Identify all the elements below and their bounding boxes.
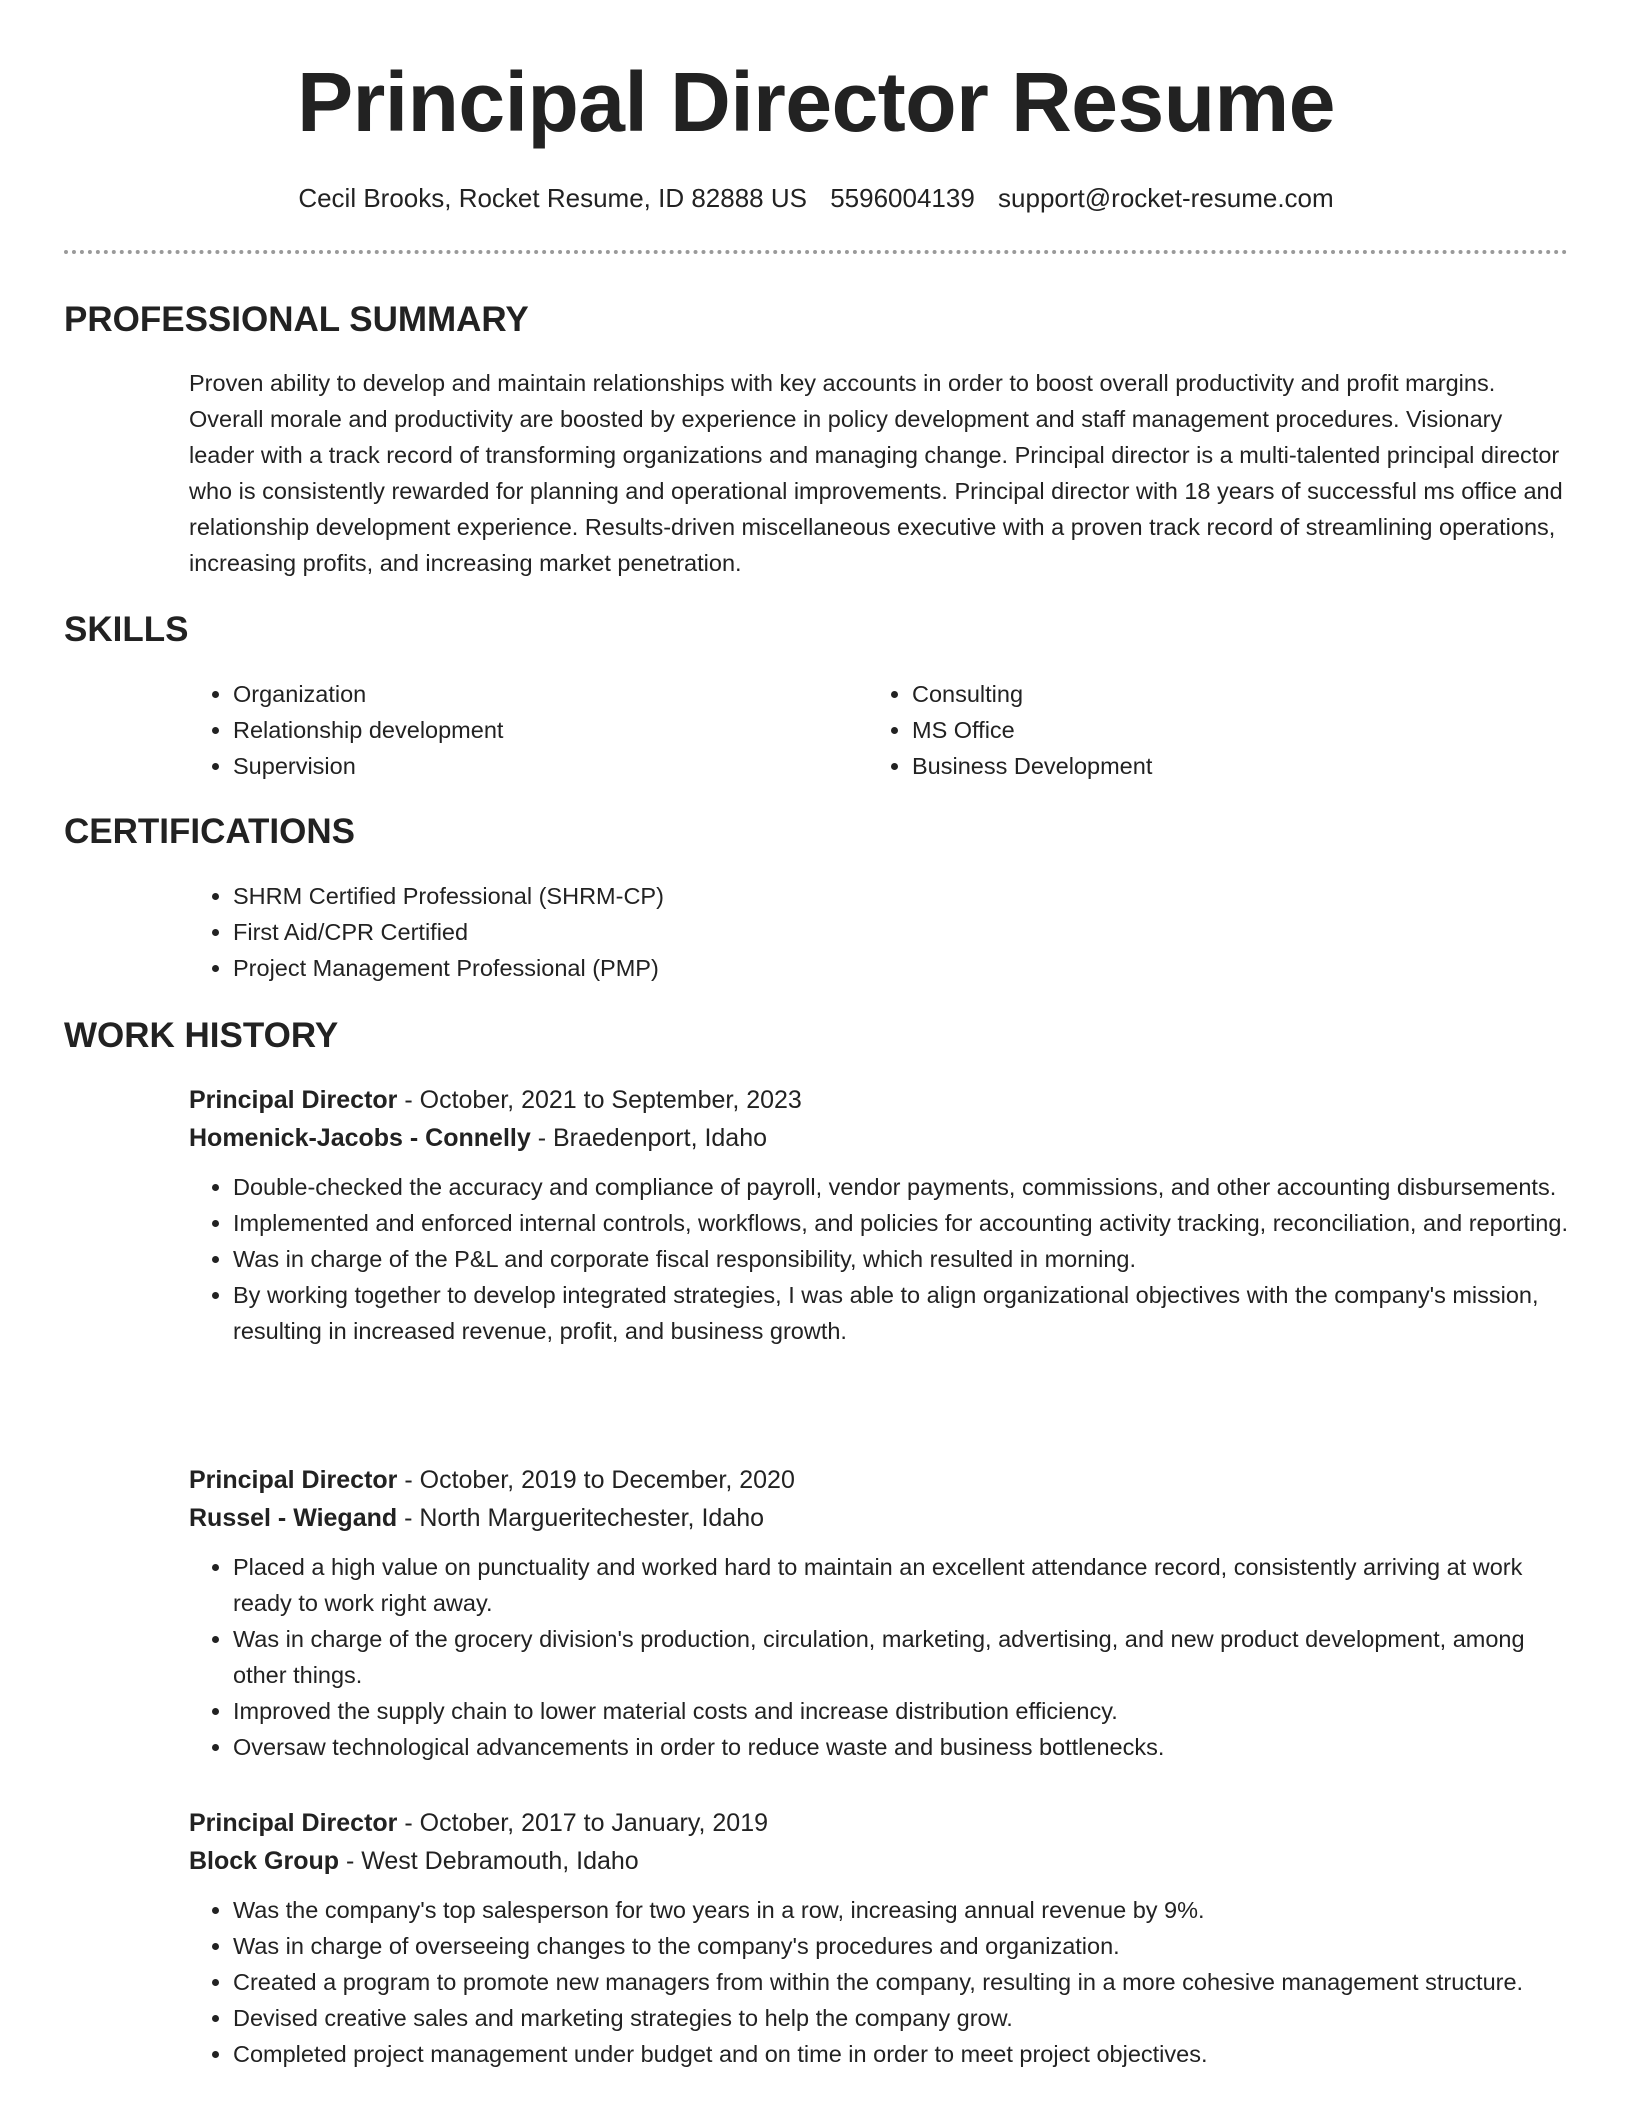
- job-company-line: [189, 1842, 1569, 1880]
- page-title: Principal Director Resume: [297, 55, 1335, 149]
- job-bullet: • Devised creative sales and marketing strategies to help the company grow.: [233, 2000, 1569, 2036]
- skills-right-column: [868, 676, 1508, 784]
- job-company-line: [189, 1119, 1569, 1157]
- skills-left-column: [189, 676, 829, 784]
- job-bullet: • Was in charge of the P&L and corporate fiscal responsibility, which resulted in morning.: [233, 1241, 1569, 1277]
- job-company: Block Group: [189, 1847, 340, 1875]
- contact-email: support@rocket-resume.com: [998, 183, 1334, 213]
- skill-item: • Relationship development: [233, 712, 829, 748]
- contact-phone: 5596004139: [830, 183, 975, 213]
- certifications-heading: CERTIFICATIONS: [64, 812, 356, 851]
- job-bullet: • By working together to develop integrated strategies, I was able to align organizational objectives with the company's mission, resulting in increased revenue, profit, and business growth.: [233, 1277, 1569, 1349]
- job-bullet: • Completed project management under budget and on time in order to meet project objectives.: [233, 2036, 1569, 2072]
- job-company-line: [189, 1499, 1569, 1537]
- job-title: Principal Director: [189, 1809, 398, 1837]
- certification-item: • First Aid/CPR Certified: [233, 914, 1569, 950]
- work-history-heading: WORK HISTORY: [64, 1016, 339, 1055]
- contact-address: Cecil Brooks, Rocket Resume, ID 82888 US: [298, 183, 807, 213]
- job-bullet: • Placed a high value on punctuality and worked hard to maintain an excellent attendance record, consistently arriving at work ready to work right away.: [233, 1549, 1569, 1621]
- job-entry: [189, 1081, 1569, 1349]
- job-title: Principal Director: [189, 1466, 398, 1494]
- summary-heading: PROFESSIONAL SUMMARY: [64, 300, 529, 339]
- job-bullet: • Was the company's top salesperson for two years in a row, increasing annual revenue by 9%.: [233, 1892, 1569, 1928]
- skill-item: • Business Development: [912, 748, 1508, 784]
- job-location: - West Debramouth, Idaho: [339, 1847, 639, 1875]
- certification-item: • Project Management Professional (PMP): [233, 950, 1569, 986]
- job-title-line: [189, 1081, 1569, 1119]
- skill-item: • Supervision: [233, 748, 829, 784]
- job-dates: - October, 2017 to January, 2019: [397, 1809, 769, 1837]
- job-entry: [189, 1804, 1569, 2072]
- skill-item: • Consulting: [912, 676, 1508, 712]
- job-bullet: • Was in charge of the grocery division's production, circulation, marketing, advertising, and new product development, among other things.: [233, 1621, 1569, 1693]
- job-bullet: • Implemented and enforced internal controls, workflows, and policies for accounting activity tracking, reconciliation, and reporting.: [233, 1205, 1569, 1241]
- job-bullet: • Improved the supply chain to lower material costs and increase distribution efficiency.: [233, 1693, 1569, 1729]
- header-divider: [64, 250, 1568, 254]
- job-bullet: • Double-checked the accuracy and compliance of payroll, vendor payments, commissions, and other accounting disbursements.: [233, 1169, 1569, 1205]
- certifications-list: [189, 878, 1569, 986]
- job-location: - Braedenport, Idaho: [530, 1124, 768, 1152]
- job-bullet: • Created a program to promote new managers from within the company, resulting in a more cohesive management structure.: [233, 1964, 1569, 2000]
- job-dates: - October, 2021 to September, 2023: [397, 1086, 802, 1114]
- job-title: Principal Director: [189, 1086, 398, 1114]
- job-entry: [189, 1461, 1569, 1765]
- job-bullet: • Was in charge of overseeing changes to the company's procedures and organization.: [233, 1928, 1569, 1964]
- contact-line: [0, 180, 1632, 216]
- skill-item: • MS Office: [912, 712, 1508, 748]
- skills-heading: SKILLS: [64, 610, 189, 649]
- job-bullet: • Oversaw technological advancements in order to reduce waste and business bottlenecks.: [233, 1729, 1569, 1765]
- summary-text: Proven ability to develop and maintain relationships with key accounts in order to boost overall productivity and profit margins. Overall morale and productivity are boosted by experience in policy development and staff management procedures. Visionary leader with a track record of transforming organizations and managing change. Principal director is a multi-talented principal director who is consistently rewarded for planning and operational improvements. Principal director with 18 years of successful ms office and relationship development experience. Results-driven miscellaneous executive with a proven track record of streamlining operations, increasing profits, and increasing market penetration.: [189, 370, 1563, 576]
- job-dates: - October, 2019 to December, 2020: [397, 1466, 795, 1494]
- certification-item: • SHRM Certified Professional (SHRM-CP): [233, 878, 1569, 914]
- skill-item: • Organization: [233, 676, 829, 712]
- job-title-line: [189, 1461, 1569, 1499]
- job-title-line: [189, 1804, 1569, 1842]
- job-company: Russel - Wiegand: [189, 1504, 398, 1532]
- job-company: Homenick-Jacobs - Connelly: [189, 1124, 531, 1152]
- job-location: - North Margueritechester, Idaho: [397, 1504, 765, 1532]
